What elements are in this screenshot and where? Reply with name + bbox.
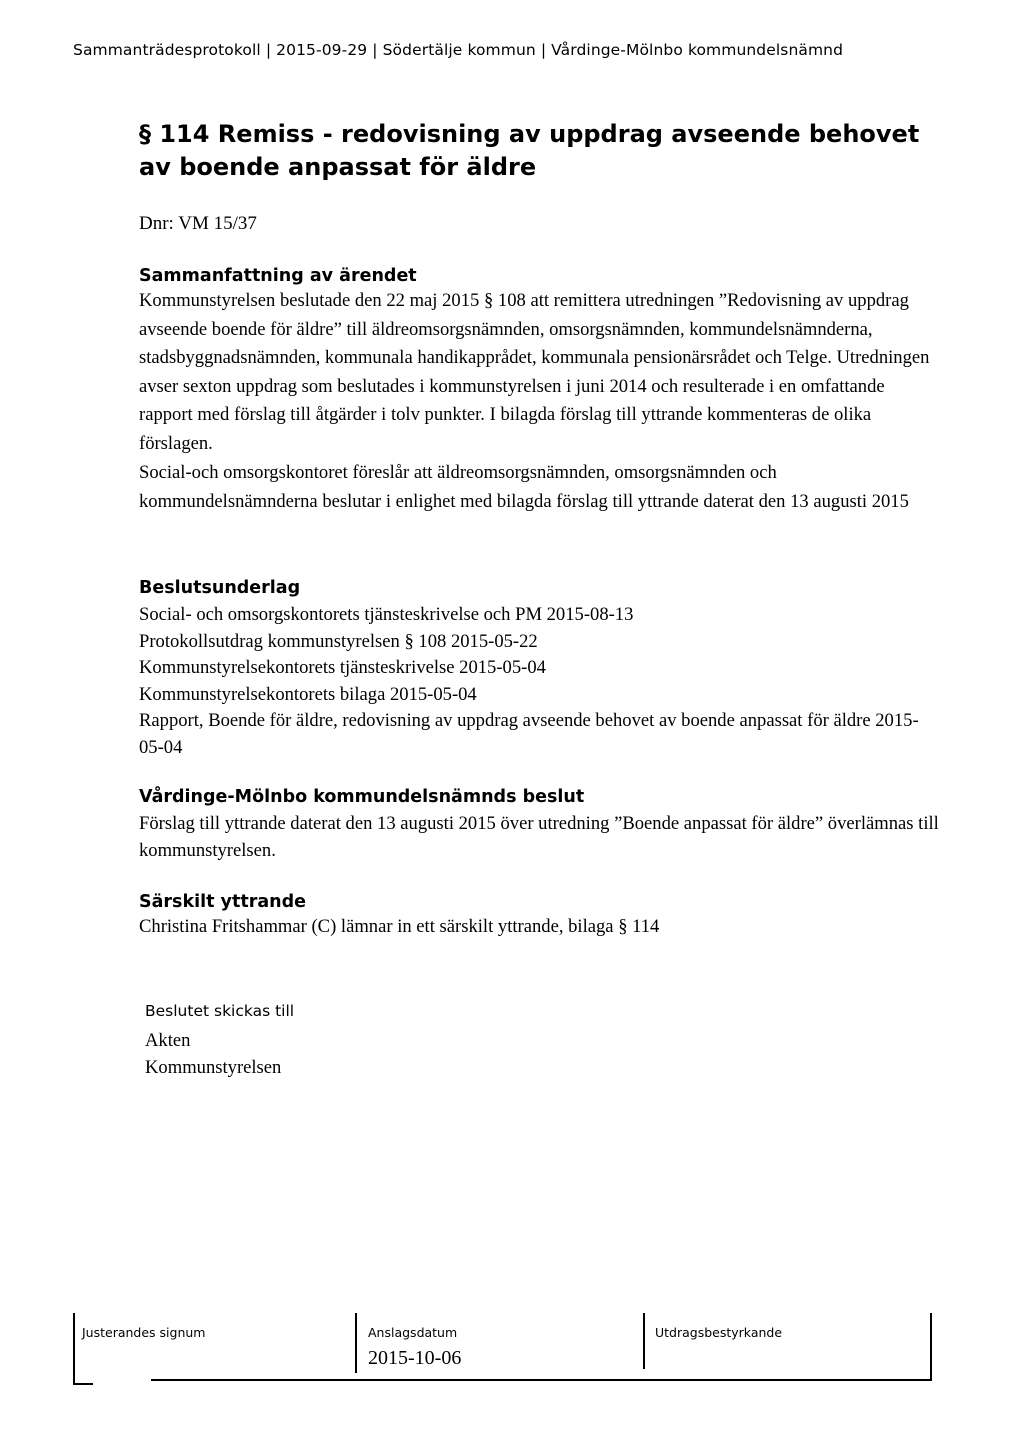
special-statement-heading: Särskilt yttrande [139, 892, 306, 912]
list-item: Kommunstyrelsen [145, 1057, 282, 1078]
divider [355, 1313, 357, 1373]
document-header: Sammanträdesprotokoll | 2015-09-29 | Södertälje kommun | Vårdinge-Mölnbo kommundelsnämnd [73, 41, 844, 59]
page-title: § 114 Remiss - redovisning av uppdrag avseende behovet av boende anpassat för äldre [139, 120, 920, 181]
posting-date-label: Anslagsdatum [368, 1325, 458, 1340]
summary-paragraph-2: Social-och omsorgskontoret föreslår att äldreomsorgsnämnden, omsorgsnämnden och kommundelsnämnderna beslutar i enlighet med bilagda förslag till yttrande daterat den 13 augusti 2015 [139, 462, 909, 512]
signature-box [73, 1313, 933, 1385]
posting-date-value: 2015-10-06 [368, 1347, 462, 1369]
divider [151, 1379, 932, 1381]
special-statement-text: Christina Fritshammar (C) lämnar in ett särskilt yttrande, bilaga § 114 [139, 916, 660, 937]
reviewer-signature-label: Justerandes signum [82, 1325, 206, 1340]
extract-certification-label: Utdragsbestyrkande [655, 1325, 783, 1340]
sent-to-label: Beslutet skickas till [145, 1002, 295, 1020]
basis-heading: Beslutsunderlag [139, 578, 301, 598]
list-item: Social- och omsorgskontorets tjänsteskrivelse och PM 2015-08-13 [139, 604, 634, 625]
summary-heading: Sammanfattning av ärendet [139, 266, 417, 286]
list-item: Akten [145, 1030, 191, 1051]
decision-heading: Vårdinge-Mölnbo kommundelsnämnds beslut [139, 787, 585, 807]
recipient-list [145, 1027, 281, 1081]
basis-list [139, 602, 939, 761]
divider [643, 1313, 645, 1369]
list-item: Protokollsutdrag kommunstyrelsen § 108 2015-05-22 [139, 630, 538, 652]
divider [73, 1383, 93, 1385]
decision-text: Förslag till yttrande daterat den 13 augusti 2015 över utredning ”Boende anpassat för äldre” överlämnas till kommunstyrelsen. [139, 813, 939, 861]
summary-paragraph-1: Kommunstyrelsen beslutade den 22 maj 2015 § 108 att remittera utredningen ”Redovisning av uppdrag avseende boende för äldre” till äldreomsorgsnämnden, omsorgsnämnden, kommundelsnämnderna, stadsbyggnadsnämnden, kommunala handikapprådet, kommunala pensionärsrådet och Telge. Utredningen avser sexton uppdrag som beslutades i kommunstyrelsen i juni 2014 och resulterade i en omfattande rapport med förslag till åtgärder i tolv punkter. I bilagda förslag till yttrande kommenteras de olika förslagen. [139, 290, 930, 454]
divider [73, 1313, 75, 1385]
list-item: Kommunstyrelsekontorets bilaga 2015-05-04 [139, 683, 477, 705]
case-number: Dnr: VM 15/37 [139, 213, 257, 234]
list-item: Rapport, Boende för äldre, redovisning av uppdrag avseende behovet av boende anpassat för äldre 2015-05-04 [139, 710, 919, 758]
divider [930, 1313, 932, 1381]
list-item: Kommunstyrelsekontorets tjänsteskrivelse 2015-05-04 [139, 657, 546, 678]
